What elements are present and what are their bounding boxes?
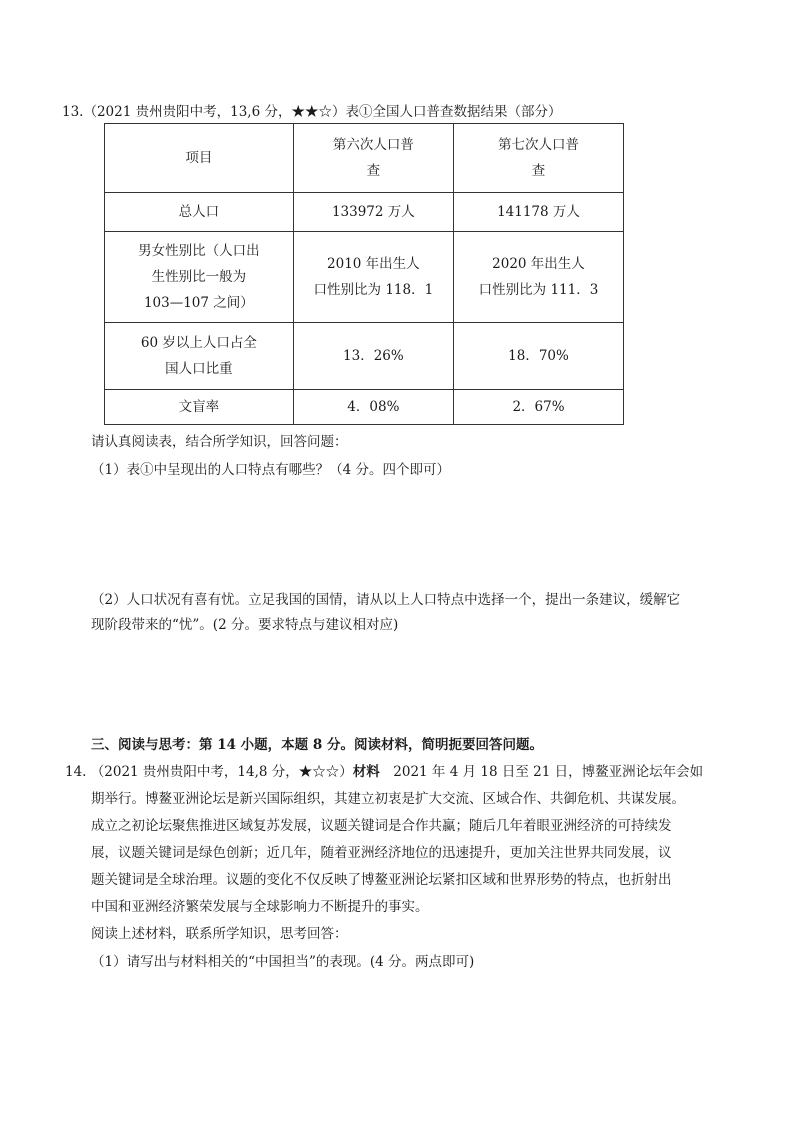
- question-13-header: 13.（2021 贵州贵阳中考，13,6 分，★★☆）表①全国人口普查数据结果（部分）: [62, 104, 562, 120]
- cell-seventh: 141178 万人: [453, 193, 623, 232]
- instruction-text: 请认真阅读表，结合所学知识，回答问题：: [91, 434, 348, 450]
- question-14-part-1: （1）请写出与材料相关的“中国担当”的表现。(4 分。两点即可): [91, 954, 475, 970]
- material-line: 展，议题关键词是绿色创新；近几年，随着亚洲经济地位的迅速提升，更加关注世界共同发展，议: [91, 845, 672, 861]
- question-13-part-2-line-1: （2）人口状况有喜有忧。立足我国的国情，请从以上人口特点中选择一个，提出一条建议，缓解它: [91, 592, 681, 608]
- material-paragraph: [91, 786, 721, 921]
- material-label: 材料: [352, 764, 380, 780]
- cell-item: 60 岁以上人口占全 国人口比重: [105, 323, 294, 390]
- material-line: 题关键词是全球治理。议题的变化不仅反映了博鳌亚洲论坛紧扣区域和世界形势的特点，也折射出: [91, 872, 672, 888]
- read-prompt: 阅读上述材料，联系所学知识，思考回答：: [91, 926, 348, 942]
- question-13-part-1: （1）表①中呈现出的人口特点有哪些？（4 分。四个即可）: [91, 462, 450, 478]
- cell-seventh: 18．70%: [453, 323, 623, 390]
- cell-item: 总人口: [105, 193, 294, 232]
- table-row: [105, 193, 624, 232]
- cell-seventh: 2．67%: [453, 390, 623, 425]
- header-seventh-census: 第七次人口普 查: [453, 124, 623, 193]
- section-3-heading: 三、阅读与思考：第 14 小题，本题 8 分。阅读材料，简明扼要回答问题。: [91, 737, 543, 753]
- question-14-prefix: 14. （2021 贵州贵阳中考，14,8 分，★☆☆）: [65, 764, 353, 780]
- cell-sixth: 4．08%: [293, 390, 453, 425]
- table-row: [105, 390, 624, 425]
- material-line: 中国和亚洲经济繁荣发展与全球影响力不断提升的事实。: [91, 899, 429, 915]
- cell-sixth: 13．26%: [293, 323, 453, 390]
- cell-sixth: 2010 年出生人 口性别比为 118．1: [293, 232, 453, 323]
- header-sixth-census: 第六次人口普 查: [293, 124, 453, 193]
- question-14-first-line: 2021 年 4 月 18 日至 21 日，博鳌亚洲论坛年会如: [379, 764, 704, 780]
- cell-item: 男女性别比（人口出 生性别比一般为 103—107 之间）: [105, 232, 294, 323]
- cell-sixth: 133972 万人: [293, 193, 453, 232]
- table-header-row: [105, 124, 624, 193]
- table-row: [105, 232, 624, 323]
- question-14-header: [65, 760, 703, 780]
- header-item: 项目: [105, 124, 294, 193]
- material-line: 成立之初论坛聚焦推进区域复苏发展，议题关键词是合作共赢；随后几年着眼亚洲经济的可持续发: [91, 818, 672, 834]
- question-13-part-2-line-2: 现阶段带来的“忧”。(2 分。要求特点与建议相对应): [91, 617, 399, 633]
- cell-item: 文盲率: [105, 390, 294, 425]
- census-table: [104, 123, 624, 425]
- table-row: [105, 323, 624, 390]
- material-line: 期举行。博鳌亚洲论坛是新兴国际组织，其建立初衷是扩大交流、区域合作、共御危机、共谋发展。: [91, 791, 685, 807]
- cell-seventh: 2020 年出生人 口性别比为 111．3: [453, 232, 623, 323]
